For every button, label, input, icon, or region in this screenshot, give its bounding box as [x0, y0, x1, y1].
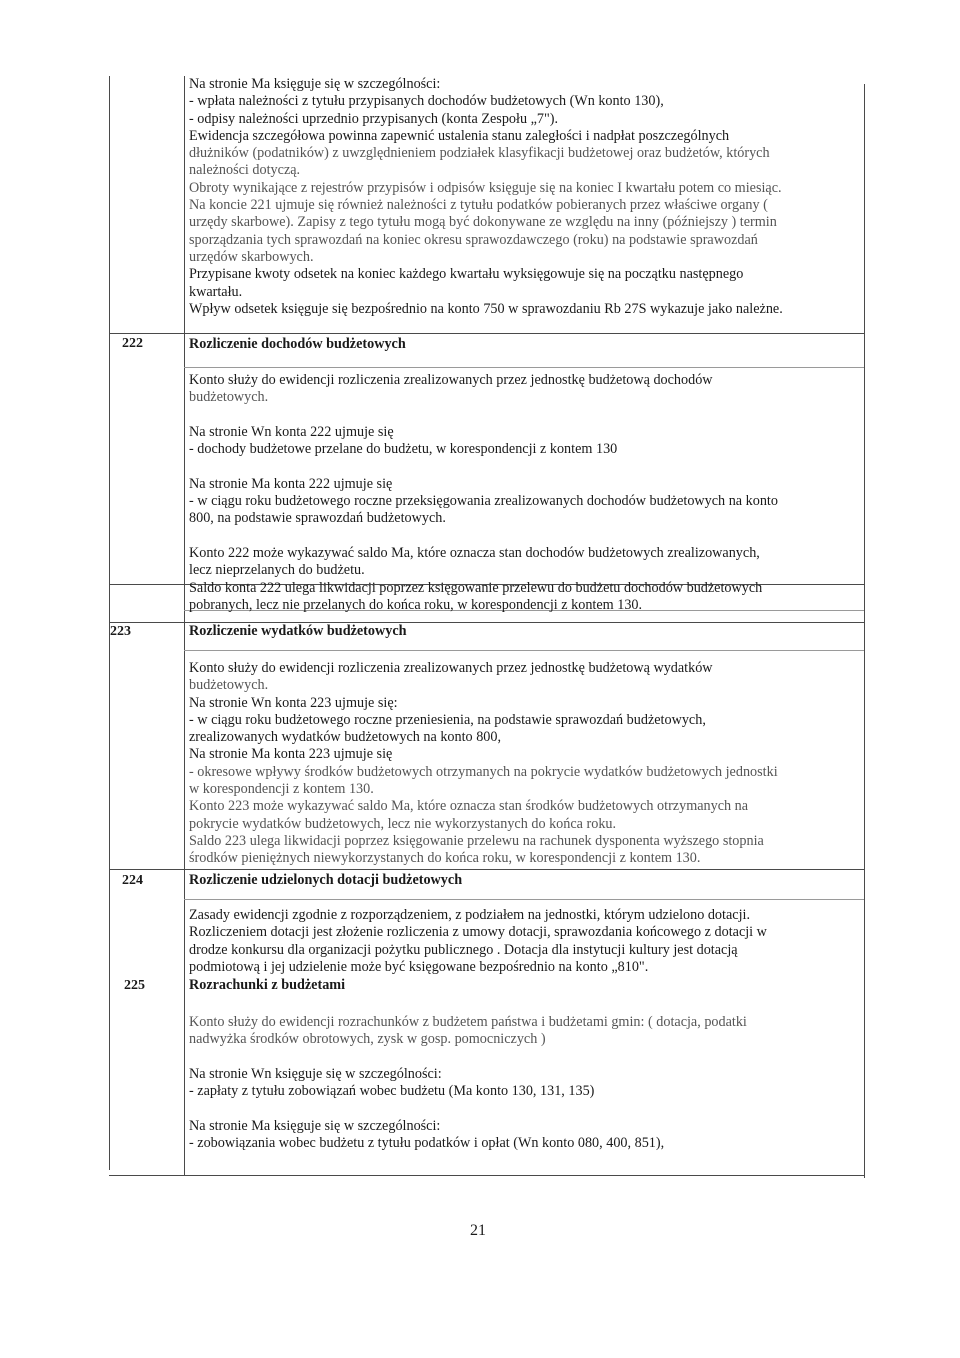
text-line: urzędy skarbowe). Zapisy z tego tytułu mogą być dokonywane ze względu na inny (późniejszy ) termin: [189, 214, 777, 231]
text-line: - odpisy należności uprzednio przypisanych (konta Zespołu „7").: [189, 110, 559, 127]
blank-line: [189, 1049, 869, 1066]
blank-line: [189, 528, 869, 545]
row-separator-224: [109, 869, 865, 870]
blank-line: [189, 458, 869, 475]
text-line: Zasady ewidencji zgodnie z rozporządzeniem, z podziałem na jednostki, którym udzielono dotacji.: [189, 907, 750, 923]
text-line: Obroty wynikające z rejestrów przypisów i odpisów księguje się na koniec I kwartału potem co miesiąc.: [189, 179, 782, 196]
blank-line: [189, 407, 869, 424]
text-line: Saldo 223 ulega likwidacji poprzez księgowanie przelewu na rachunek dysponenta wyższego stopnia: [189, 832, 764, 849]
text-line: Na stronie Ma księguje się w szczególności:: [189, 1117, 441, 1134]
text-line: Na stronie Wn księguje się w szczególności:: [189, 1065, 442, 1082]
text-line: Rozliczeniem dotacji jest złożenie rozliczenia z umowy dotacji, sprawozdania końcowego z dotacji w: [189, 924, 767, 941]
heading-rule-223: [184, 650, 864, 651]
section-heading-222: Rozliczenie dochodów budżetowych: [189, 336, 406, 352]
text-line: Konto służy do ewidencji rozliczenia zrealizowanych przez jednostkę budżetową dochodów: [189, 372, 713, 388]
table-left-border: [109, 76, 110, 1170]
text-line: Konto 223 może wykazywać saldo Ma, które oznacza stan środków budżetowych otrzymanych na: [189, 798, 749, 815]
section-body-224: [189, 907, 869, 976]
text-line: Przypisane kwoty odsetek na koniec każdego kwartału wyksięgowuje się na początku następnego: [189, 266, 744, 283]
blank-line: [189, 1100, 869, 1117]
text-line: Wpływ odsetek księguje się bezpośrednio na konto 750 w sprawozdaniu Rb 27S wykazuje jako należne.: [189, 300, 783, 317]
text-line: kwartału.: [189, 283, 243, 300]
text-line: - w ciągu roku budżetowego roczne przeniesienia, na podstawie sprawozdań budżetowych,: [189, 711, 706, 728]
text-line: dłużników (podatników) z uwzględnieniem podziałek klasyfikacji budżetowej oraz budżetów, których: [189, 145, 770, 162]
text-line: Konto służy do ewidencji rozliczenia zrealizowanych przez jednostkę budżetową wydatków: [189, 660, 713, 676]
text-line: urzędów skarbowych.: [189, 248, 314, 265]
text-line: podmiotową i jej udzielenie może być księgowane bezpośrednio na konto „810".: [189, 958, 649, 975]
text-line: budżetowych.: [189, 677, 269, 694]
section-heading-224: Rozliczenie udzielonych dotacji budżetowych: [189, 872, 463, 888]
text-line: nadwyżka środków obrotowych, zysk w gosp. pomocniczych ): [189, 1031, 546, 1048]
section-heading-223: Rozliczenie wydatków budżetowych: [189, 623, 407, 639]
text-line: - w ciągu roku budżetowego roczne przeksięgowania zrealizowanych dochodów budżetowych na konto: [189, 493, 778, 510]
text-line: Na koncie 221 ujmuje się również należności z tytułu podatków pobieranych przez właściwe organy (: [189, 197, 768, 214]
text-line: - zobowiązania wobec budżetu z tytułu podatków i opłat (Wn konto 080, 400, 851),: [189, 1135, 665, 1152]
text-line: pobranych, lecz nie przelanych do końca roku, w korespondencji z kontem 130.: [189, 596, 643, 613]
text-line: w korespondencji z kontem 130.: [189, 781, 374, 798]
page-number: 21: [470, 1222, 486, 1239]
text-line: zrealizowanych wydatków budżetowych na konto 800,: [189, 729, 502, 746]
text-line: Na stronie Wn konta 223 ujmuje się:: [189, 694, 398, 711]
text-line: Konto służy do ewidencji rozrachunków z budżetem państwa i budżetami gmin: ( dotacja, podatki: [189, 1014, 747, 1030]
account-number-224: 224: [122, 873, 143, 888]
text-line: środków pieniężnych niewykorzystanych do końca roku, w korespondencji z kontem 130.: [189, 850, 701, 867]
account-number-222: 222: [122, 336, 143, 351]
heading-rule-224: [184, 899, 864, 900]
row-separator-225e: [109, 1175, 865, 1176]
account-number-223: 223: [110, 624, 131, 639]
account-number-225: 225: [124, 978, 145, 993]
section-body-225: [189, 1014, 869, 1152]
section-continuation-221: [189, 76, 869, 318]
text-line: Ewidencja szczegółowa powinna zapewnić ustalenia stanu zaległości i nadpłat poszczególnych: [189, 127, 730, 144]
text-line: Na stronie Ma konta 223 ujmuje się: [189, 746, 393, 763]
heading-rule-222: [184, 367, 864, 368]
text-line: Saldo konta 222 ulega likwidacji poprzez księgowanie przelewu do budżetu dochodów budżetowych: [189, 579, 763, 596]
section-body-222: [189, 372, 869, 614]
text-line: - zapłaty z tytułu zobowiązań wobec budżetu (Ma konto 130, 131, 135): [189, 1083, 595, 1100]
text-line: Konto 222 może wykazywać saldo Ma, które oznacza stan dochodów budżetowych zrealizowanych,: [189, 544, 760, 561]
section-heading-225: Rozrachunki z budżetami: [189, 977, 346, 993]
text-line: drodze konkursu dla organizacji pożytku publicznego . Dotacja dla instytucji kultury jest dotacją: [189, 941, 738, 958]
text-line: - dochody budżetowe przelane do budżetu, w korespondencji z kontem 130: [189, 441, 618, 458]
text-line: - wpłata należności z tytułu przypisanych dochodów budżetowych (Wn konto 130),: [189, 93, 664, 110]
text-line: Na stronie Wn konta 222 ujmuje się: [189, 423, 394, 440]
text-line: 800, na podstawie sprawozdań budżetowych.: [189, 510, 446, 527]
text-line: Na stronie Ma księguje się w szczególności:: [189, 76, 441, 92]
text-line: pokrycie wydatków budżetowych, lecz nie wykorzystanych do końca roku.: [189, 815, 617, 832]
column-divider: [184, 76, 185, 1176]
row-separator-222: [109, 333, 865, 334]
text-line: należności dotyczą.: [189, 162, 301, 179]
section-body-223: [189, 660, 869, 868]
text-line: sporządzania tych sprawozdań na koniec okresu sprawozdawczego (roku) na podstawie sprawozdań: [189, 231, 758, 248]
text-line: lecz nieprzelanych do budżetu.: [189, 562, 365, 579]
text-line: Na stronie Ma konta 222 ujmuje się: [189, 475, 393, 492]
text-line: - okresowe wpływy środków budżetowych otrzymanych na pokrycie wydatków budżetowych jednostki: [189, 763, 778, 780]
text-line: budżetowych.: [189, 389, 269, 406]
